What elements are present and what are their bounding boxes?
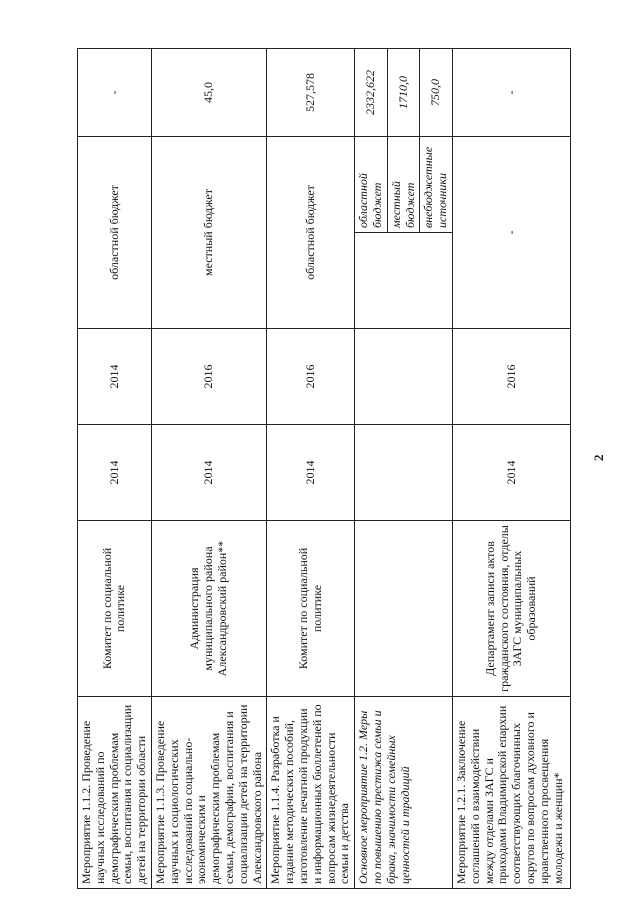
executor-cell: Комитет по социальной политике [267,521,355,697]
executor-cell [355,521,453,697]
page-number: 2 [591,454,606,461]
sub-source-cell: местный бюджет [387,137,420,233]
table-row [452,49,570,889]
year-start-cell: 2014 [267,425,355,521]
sub-amount-cell: 750,0 [420,49,453,137]
table-row [355,49,388,889]
spacer-cell [355,233,453,329]
year-end-cell: 2016 [452,329,570,425]
year-start-cell: 2014 [452,425,570,521]
year-start-cell: 2014 [78,425,152,521]
sub-source-cell: областной бюджет [355,137,388,233]
year-end-cell [355,329,453,425]
year-end-cell: 2016 [267,329,355,425]
executor-cell: Администрация муниципального района Александровский район** [151,521,266,697]
year-start-cell: 2014 [151,425,266,521]
source-cell: областной бюджет [78,137,152,329]
sub-amount-cell: 2332,622 [355,49,388,137]
source-cell: областной бюджет [267,137,355,329]
table-row [151,49,266,889]
event-cell: Мероприятие 1.1.4. Разработка и издание методических пособий, изготовление печатной продукции и информационных бюллетеней по вопросам жизнедеятельности семьи и детства [267,697,355,889]
event-cell: Основное мероприятие 1.2. Меры по повышению престижа семьи и брака, значимости семейных ценностей и традиций [355,697,453,889]
table-row [267,49,355,889]
program-table [77,48,571,889]
event-cell: Мероприятие 1.1.2. Проведение научных исследований по демографическим проблемам семьи, воспитания и социализации детей на территории области [78,697,152,889]
event-cell: Мероприятие 1.2.1. Заключение соглашений о взаимодействии между отделами ЗАГС и приходами Владимирской епархии соответствующих благочинных округов по вопросам духовного и нравственного просвещения молодежи и женщин* [452,697,570,889]
table-row [78,49,152,889]
sub-amount-cell: 1710,0 [387,49,420,137]
amount-cell: - [78,49,152,137]
year-end-cell: 2016 [151,329,266,425]
source-cell: местный бюджет [151,137,266,329]
amount-cell: 527,578 [267,49,355,137]
source-cell: - [452,137,570,329]
event-cell: Мероприятие 1.1.3. Проведение научных и социологических исследований по социально-экономическим и демографическим проблемам семьи, демографии, воспитания и социализации детей на территории Александровского района [151,697,266,889]
amount-cell: - [452,49,570,137]
executor-cell: Комитет по социальной политике [78,521,152,697]
year-start-cell [355,425,453,521]
executor-cell: Департамент записи актов гражданского состояния, отделы ЗАГС муниципальных образований [452,521,570,697]
year-end-cell: 2014 [78,329,152,425]
amount-cell: 45,0 [151,49,266,137]
sub-source-cell: внебюджетные источники [420,137,453,233]
